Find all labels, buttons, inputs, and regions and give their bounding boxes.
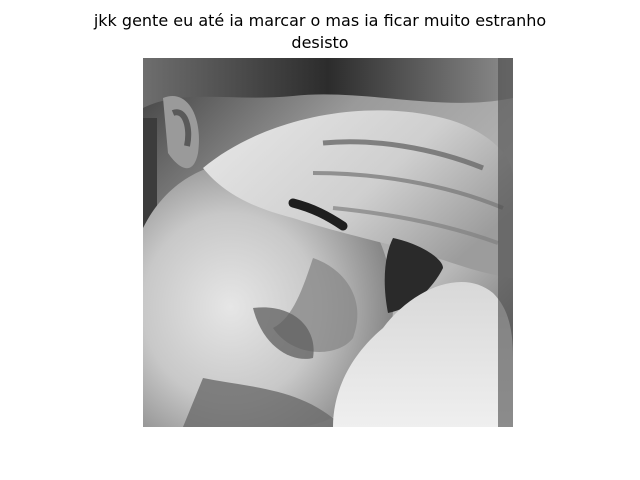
grayscale-face-photo [143, 58, 513, 427]
photo-drawing [143, 58, 513, 427]
right-shadow [498, 58, 513, 427]
figure-title: jkk gente eu até ia marcar o mas ia ficar muito estranho desisto [93, 11, 547, 52]
